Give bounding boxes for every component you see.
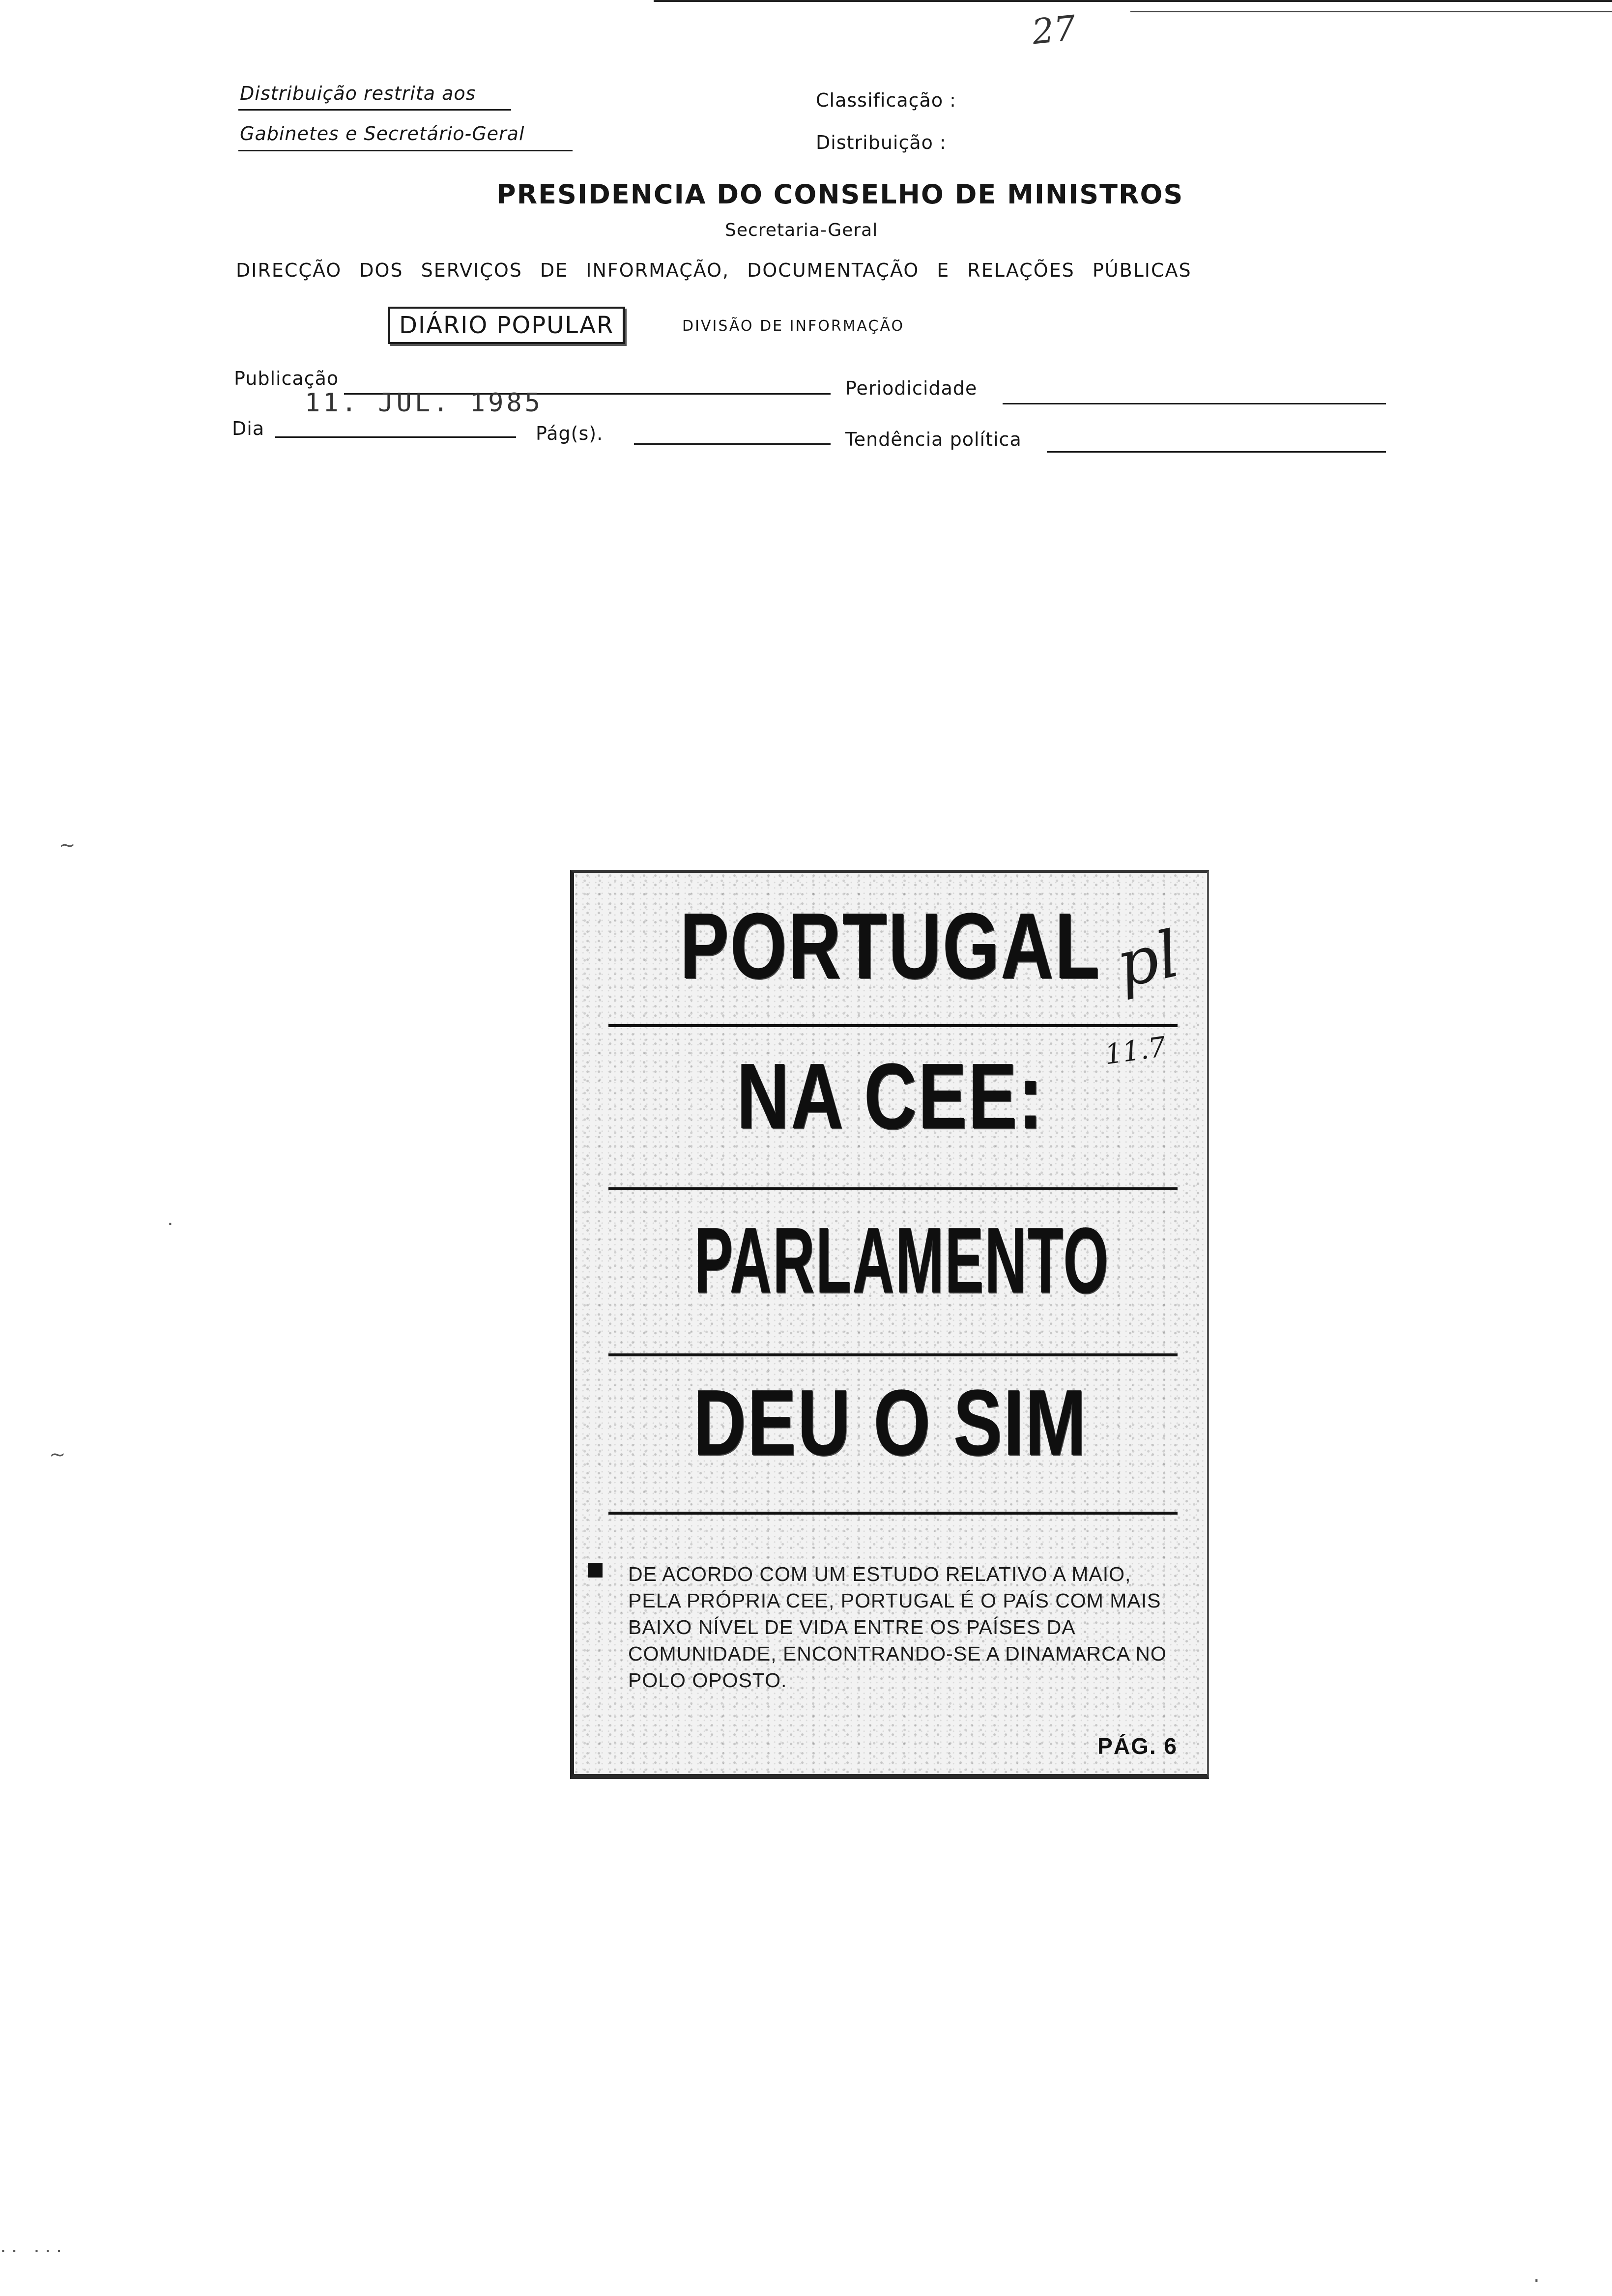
headline-line-4: DEU O SIM (693, 1371, 1088, 1475)
dia-label: Dia (232, 418, 265, 439)
ministry-title: PRESIDENCIA DO CONSELHO DE MINISTROS (496, 179, 1184, 210)
page-reference: PÁG. 6 (1097, 1733, 1178, 1759)
pags-line (634, 443, 831, 445)
handwritten-margin-note: pl (1110, 916, 1186, 1003)
direccao-servicos: DIRECÇÃO DOS SERVIÇOS DE INFORMAÇÃO, DOCUMENTAÇÃO E RELAÇÕES PÚBLICAS (236, 259, 1192, 281)
bullet-mark (588, 1563, 603, 1578)
restriction-underline-1 (238, 109, 511, 111)
divisao-informacao: DIVISÃO DE INFORMAÇÃO (682, 317, 905, 335)
scan-speck: . (1533, 2264, 1540, 2287)
periodicidade-label: Periodicidade (845, 377, 978, 399)
scan-speck: . (167, 1207, 173, 1230)
scan-streak (654, 0, 1612, 2)
headline-rule-2 (608, 1187, 1178, 1190)
headline-rule-1 (608, 1024, 1178, 1027)
periodicidade-line (1003, 403, 1386, 404)
publicacao-label: Publicação (234, 368, 339, 389)
scan-streak (1130, 11, 1612, 12)
scan-speck: ~ (59, 834, 76, 857)
tendencia-line (1047, 451, 1386, 453)
restriction-line-1: Distribuição restrita aos (240, 83, 476, 104)
dia-line (275, 436, 516, 438)
scan-speck: .. ... (0, 2235, 67, 2257)
headline-line-1: PORTUGAL (680, 894, 1101, 998)
scan-speck: ~ (49, 1443, 66, 1466)
classificacao-label: Classificação : (816, 89, 956, 111)
newspaper-clipping (570, 870, 1209, 1779)
pags-label: Pág(s). (536, 423, 604, 444)
handwritten-reference: 27 (1030, 7, 1078, 53)
headline-rule-3 (608, 1353, 1178, 1356)
tendencia-label: Tendência política (845, 429, 1022, 450)
handwritten-date-note: 11.7 (1103, 1031, 1168, 1071)
restriction-line-2: Gabinetes e Secretário-Geral (240, 123, 525, 144)
restriction-underline-2 (238, 150, 573, 151)
distribuicao-label: Distribuição : (816, 132, 947, 153)
clipping-body-text: DE ACORDO COM UM ESTUDO RELATIVO A MAIO, PELA PRÓPRIA CEE, PORTUGAL É O PAÍS COM MAIS BAIXO NÍVEL DE VIDA ENTRE OS PAÍSES DA COMUNIDADE, ENCONTRANDO-SE A DINAMARCA NO POLO OPOSTO. (628, 1563, 1167, 1692)
headline-line-2: NA CEE: (737, 1044, 1044, 1148)
publicacao-date-stamp: 11. JUL. 1985 (305, 388, 543, 418)
secretaria-geral: Secretaria-Geral (725, 220, 878, 240)
headline-line-3: PARLAMENTO (694, 1208, 1110, 1313)
publication-stamp: DIÁRIO POPULAR (388, 307, 625, 344)
headline-rule-4 (608, 1512, 1178, 1515)
